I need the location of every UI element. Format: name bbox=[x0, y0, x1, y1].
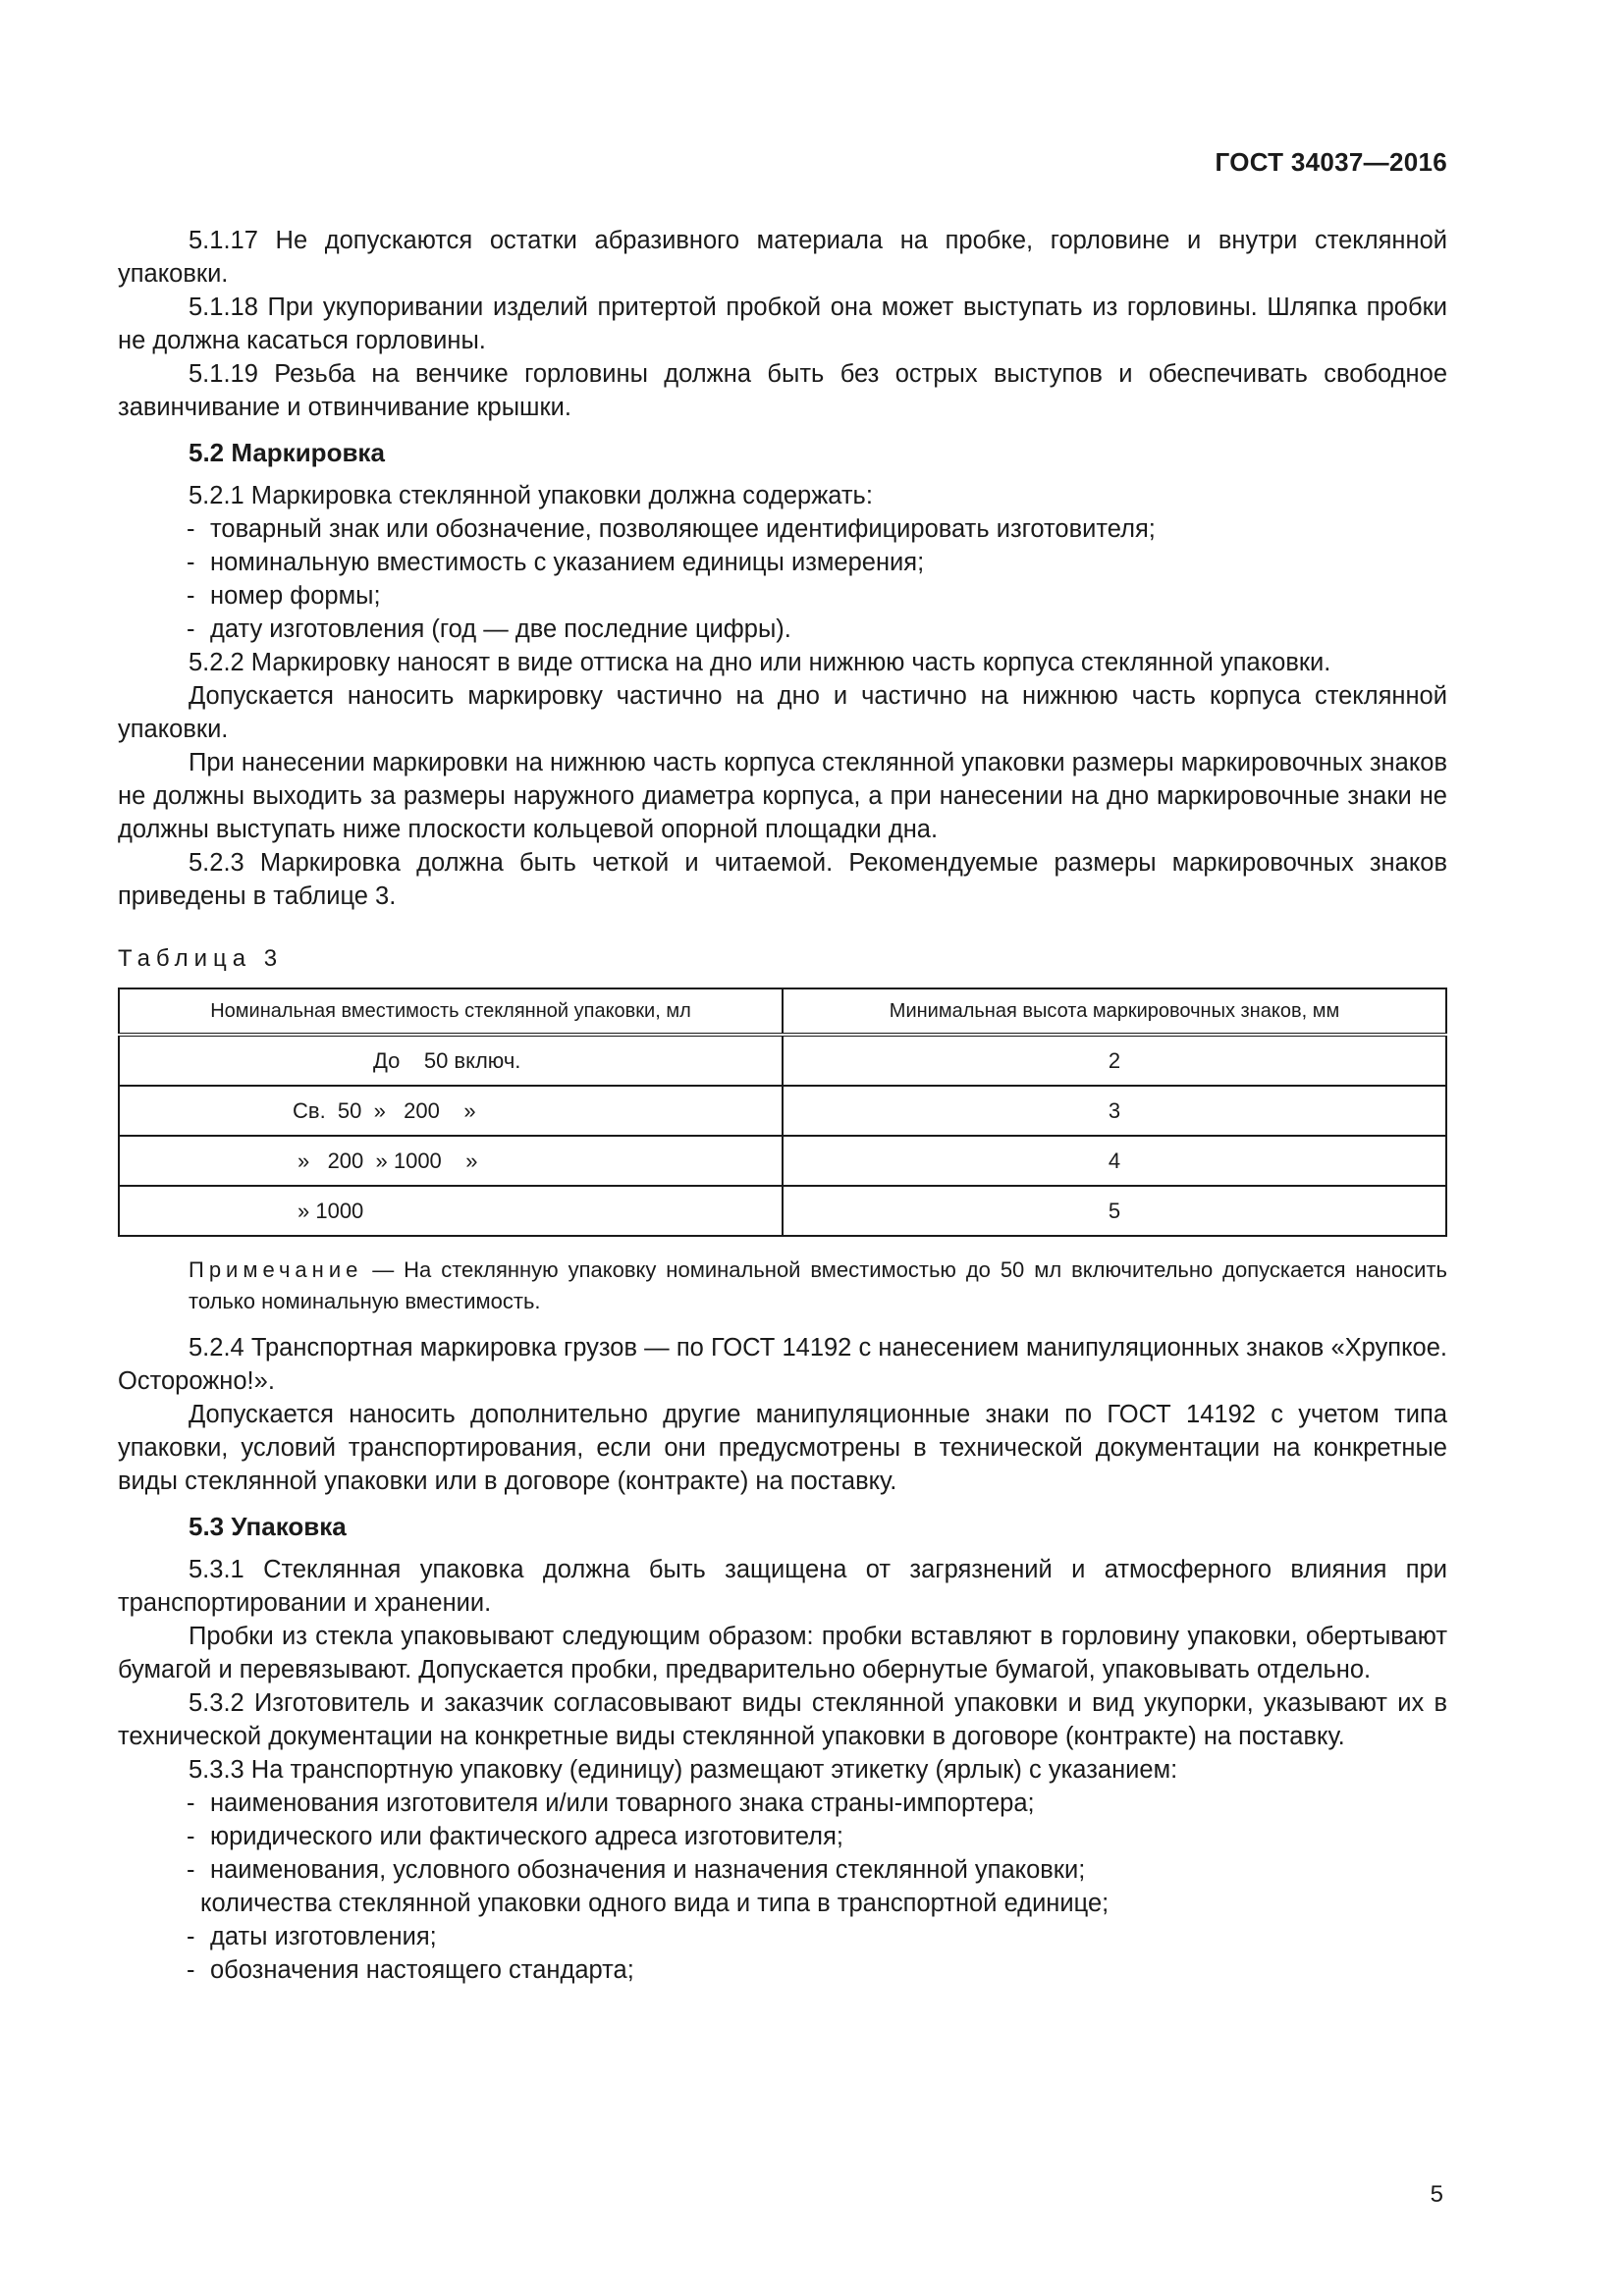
table-cell-height: 3 bbox=[783, 1086, 1446, 1136]
list-dash: - bbox=[187, 549, 195, 576]
list-dash: - bbox=[187, 1789, 195, 1817]
list-item: - номер формы; bbox=[118, 579, 1447, 613]
table-header-mark-height: Минимальная высота маркировочных знаков, мм bbox=[783, 988, 1446, 1035]
paragraph-5-2-4: 5.2.4 Транспортная маркировка грузов — по ГОСТ 14192 с нанесением манипуляционных знаков «Хрупкое. Осторожно!». bbox=[118, 1334, 1447, 1395]
list-dash: - bbox=[187, 1956, 195, 1984]
page-number: 5 bbox=[1430, 2181, 1443, 2208]
list-item: - даты изготовления; bbox=[118, 1920, 1447, 1953]
list-item: - наименования изготовителя и/или товарного знака страны-импортера; bbox=[118, 1787, 1447, 1820]
list-dash: - bbox=[187, 1823, 195, 1850]
paragraph-5-3-3: 5.3.3 На транспортную упаковку (единицу) размещают этикетку (ярлык) с указанием: bbox=[189, 1756, 1178, 1784]
table-row bbox=[119, 1136, 1446, 1186]
paragraph-5-3-1-b: Пробки из стекла упаковывают следующим образом: пробки вставляют в горловину упаковки, обертывают бумагой и перевязывают. Допускается пробки, предварительно обернутые бумагой, упаковывать отдельно. bbox=[118, 1623, 1447, 1683]
table-cell-capacity: » 200 » 1000 » bbox=[119, 1136, 783, 1186]
section-heading-5-2: 5.2 Маркировка bbox=[189, 438, 385, 467]
table-3 bbox=[118, 988, 1447, 1237]
note-label: Примечание bbox=[189, 1257, 363, 1282]
list-item-plain: количества стеклянной упаковки одного вида и типа в транспортной единице; bbox=[200, 1890, 1110, 1917]
table-header-row bbox=[119, 988, 1446, 1035]
list-item: - юридического или фактического адреса изготовителя; bbox=[118, 1820, 1447, 1853]
table-row bbox=[119, 1086, 1446, 1136]
table-cell-height: 2 bbox=[783, 1035, 1446, 1086]
paragraph-5-2-2-b: Допускается наносить маркировку частично на дно и частично на нижнюю часть корпуса стеклянной упаковки. bbox=[118, 682, 1447, 743]
table-cell-capacity: » 1000 bbox=[119, 1186, 783, 1236]
page-content bbox=[118, 224, 1447, 1987]
list-item: - дату изготовления (год — две последние цифры). bbox=[118, 613, 1447, 646]
table-note bbox=[118, 1255, 1447, 1317]
list-item: - наименования, условного обозначения и назначения стеклянной упаковки; bbox=[118, 1853, 1447, 1887]
list-dash: - bbox=[187, 1856, 195, 1884]
paragraph-5-3-1: 5.3.1 Стеклянная упаковка должна быть защищена от загрязнений и атмосферного влияния при транспортировании и хранении. bbox=[118, 1556, 1447, 1617]
paragraph-5-3-2: 5.3.2 Изготовитель и заказчик согласовывают виды стеклянной упаковки и вид укупорки, указывают их в технической документации на конкретные виды стеклянной упаковки в договоре (контракте) на поставку. bbox=[118, 1689, 1447, 1750]
paragraph-5-2-2: 5.2.2 Маркировку наносят в виде оттиска на дно или нижнюю часть корпуса стеклянной упаковки. bbox=[189, 649, 1331, 676]
list-item: - обозначения настоящего стандарта; bbox=[118, 1953, 1447, 1987]
paragraph-5-2-4-b: Допускается наносить дополнительно другие манипуляционные знаки по ГОСТ 14192 с учетом типа упаковки, условий транспортирования, если они предусмотрены в технической документации на конкретные виды стеклянной упаковки или в договоре (контракте) на поставку. bbox=[118, 1401, 1447, 1495]
list-item: - товарный знак или обозначение, позволяющее идентифицировать изготовителя; bbox=[118, 512, 1447, 546]
list-dash: - bbox=[187, 615, 195, 643]
list-dash: - bbox=[187, 1923, 195, 1950]
table-row bbox=[119, 1035, 1446, 1086]
list-dash: - bbox=[187, 582, 195, 610]
paragraph-5-1-18: 5.1.18 При укупоривании изделий притертой пробкой она может выступать из горловины. Шляпка пробки не должна касаться горловины. bbox=[118, 294, 1447, 354]
table-cell-height: 4 bbox=[783, 1136, 1446, 1186]
document-code-header: ГОСТ 34037—2016 bbox=[1215, 147, 1447, 177]
paragraph-5-1-19: 5.1.19 Резьба на венчике горловины должна быть без острых выступов и обеспечивать свободное завинчивание и отвинчивание крышки. bbox=[118, 360, 1447, 421]
table-cell-capacity: До 50 включ. bbox=[119, 1035, 783, 1086]
table-header-capacity: Номинальная вместимость стеклянной упаковки, мл bbox=[119, 988, 783, 1035]
table-cell-height: 5 bbox=[783, 1186, 1446, 1236]
paragraph-5-1-17: 5.1.17 Не допускаются остатки абразивного материала на пробке, горловине и внутри стеклянной упаковки. bbox=[118, 227, 1447, 288]
section-heading-5-3: 5.3 Упаковка bbox=[189, 1512, 347, 1541]
table-caption: Таблица 3 bbox=[118, 945, 284, 972]
paragraph-5-2-2-c: При нанесении маркировки на нижнюю часть корпуса стеклянной упаковки размеры маркировочных знаков не должны выходить за размеры наружного диаметра корпуса, а при нанесении на дно маркировочные знаки не должны выступать ниже плоскости кольцевой опорной площадки дна. bbox=[118, 749, 1447, 843]
list-item: - номинальную вместимость с указанием единицы измерения; bbox=[118, 546, 1447, 579]
table-row bbox=[119, 1186, 1446, 1236]
table-cell-capacity: Св. 50 » 200 » bbox=[119, 1086, 783, 1136]
list-dash: - bbox=[187, 515, 195, 543]
paragraph-5-2-3: 5.2.3 Маркировка должна быть четкой и читаемой. Рекомендуемые размеры маркировочных знаков приведены в таблице 3. bbox=[118, 849, 1447, 910]
note-text: — На стеклянную упаковку номинальной вместимостью до 50 мл включительно допускается наносить только номинальную вместимость. bbox=[189, 1257, 1447, 1313]
paragraph-5-2-1: 5.2.1 Маркировка стеклянной упаковки должна содержать: bbox=[189, 482, 873, 509]
